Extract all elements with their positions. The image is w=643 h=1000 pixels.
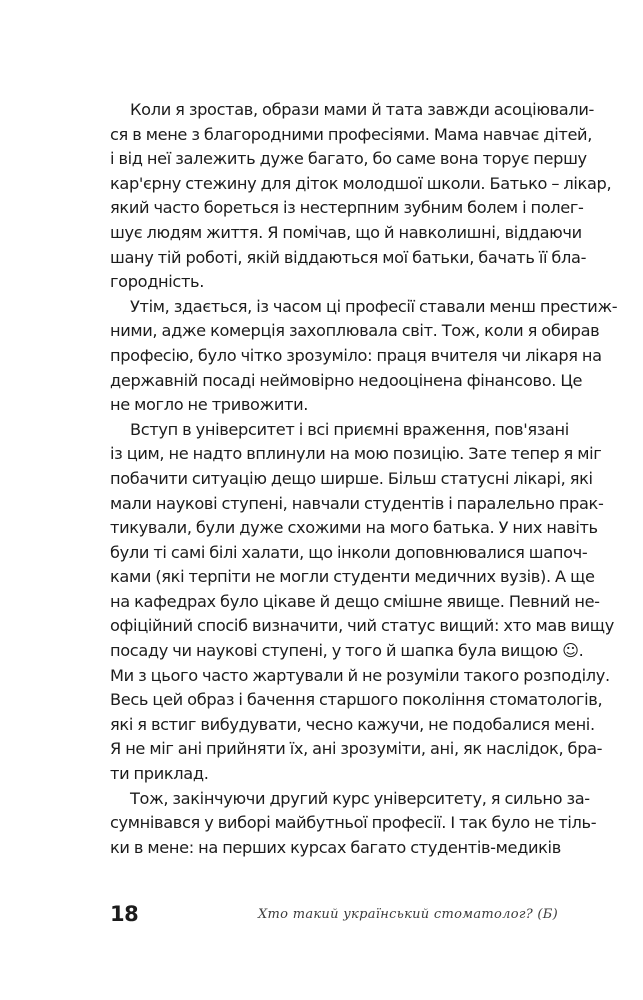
page-footer: [110, 902, 558, 932]
text-line: Коли я зростав, образи мами й тата завжди асоціювали-: [130, 100, 595, 119]
page-number: 18: [110, 902, 139, 926]
text-line: тикували, були дуже схожими на мого батька. У них навіть: [110, 518, 598, 538]
text-line: ки в мене: на перших курсах багато студентів-медиків: [110, 837, 561, 857]
text-line: ся в мене з благородними професіями. Мама навчає дітей,: [110, 124, 593, 144]
text-line: офіційний спосіб визначити, чий статус вищий: хто мав вищу: [110, 616, 614, 636]
text-line: городність.: [110, 272, 205, 292]
text-line: який часто бореться із нестерпним зубним болем і полег-: [110, 198, 584, 218]
text-line: шує людям життя. Я помічав, що й навколишні, віддаючи: [110, 222, 582, 242]
running-title: Хто такий український стоматолог? (Б): [257, 907, 558, 922]
text-line: Ми з цього часто жартували й не розуміли такого розподілу.: [110, 665, 610, 685]
text-line: були ті самі білі халати, що інколи доповнювалися шапоч-: [110, 542, 588, 562]
text-line: державній посаді неймовірно недооцінена фінансово. Це: [110, 370, 583, 390]
text-line: які я встиг вибудувати, чесно кажучи, не подобалися мені.: [110, 714, 595, 734]
text-line: ними, адже комерція захоплювала світ. Тож, коли я обирав: [110, 321, 600, 341]
text-line: Я не міг ані прийняти їх, ані зрозуміти, ані, як наслідок, бра-: [110, 739, 603, 759]
body-text: [110, 98, 618, 860]
text-line: ками (які терпіти не могли студенти медичних вузів). А ще: [110, 567, 595, 587]
text-line: ти приклад.: [110, 764, 209, 784]
text-line: кар'єрну стежину для діток молодшої школи. Батько – лікар,: [110, 173, 612, 193]
text-line: посаду чи наукові ступені, у того й шапка була вищою ☺.: [110, 641, 584, 661]
text-line: на кафедрах було цікаве й дещо смішне явище. Певний не-: [110, 591, 600, 611]
text-line: Вступ в університет і всі приємні враження, пов'язані: [130, 419, 569, 439]
text-line: і від неї залежить дуже багато, бо саме вона торує першу: [110, 149, 587, 169]
text-line: із цим, не надто вплинули на мою позицію. Зате тепер я міг: [110, 444, 602, 464]
text-line: Весь цей образ і бачення старшого покоління стоматологів,: [110, 690, 603, 710]
text-line: сумнівався у виборі майбутньої професії. І так було не тіль-: [110, 813, 597, 833]
text-line: мали наукові ступені, навчали студентів і паралельно прак-: [110, 493, 604, 513]
text-line: Утім, здається, із часом ці професії ставали менш престиж-: [130, 296, 618, 316]
text-line: професію, було чітко зрозуміло: праця вчителя чи лікаря на: [110, 345, 602, 365]
text-line: Тож, закінчуючи другий курс університету, я сильно за-: [130, 788, 590, 808]
text-line: шану тій роботі, якій віддаються мої батьки, бачать її бла-: [110, 247, 587, 267]
text-line: не могло не тривожити.: [110, 395, 309, 415]
text-line: побачити ситуацію дещо ширше. Більш статусні лікарі, які: [110, 468, 593, 488]
